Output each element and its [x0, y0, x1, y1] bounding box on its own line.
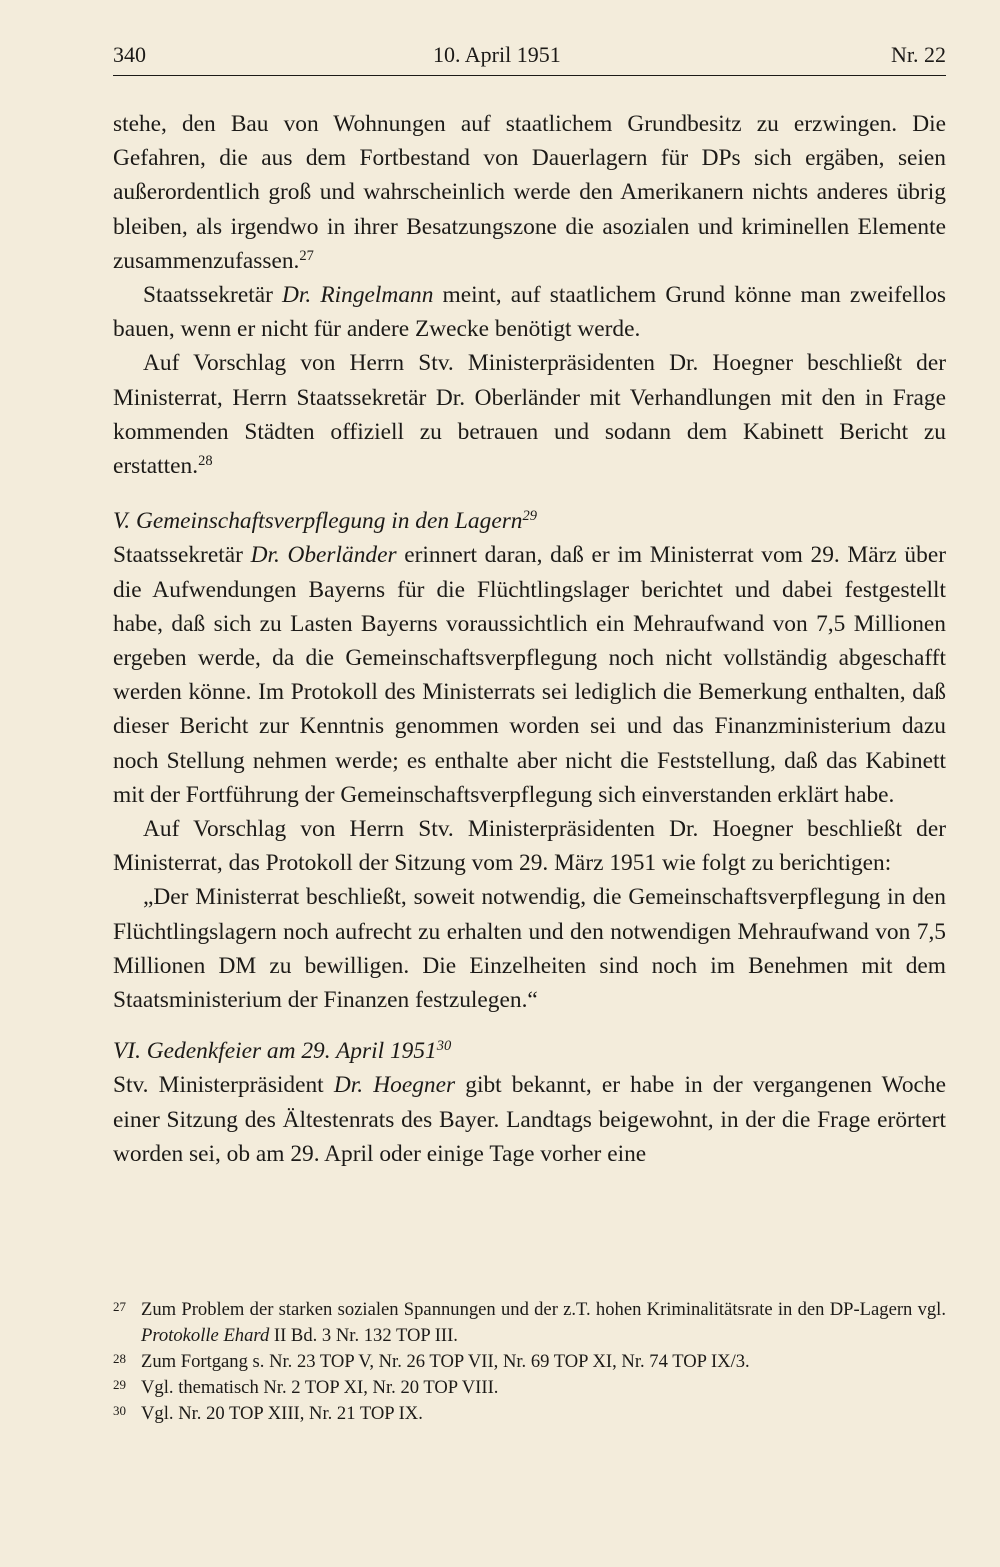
footnote-number: 27 [113, 1299, 126, 1314]
quoted-resolution: „Der Ministerrat beschließt, soweit notwendig, die Gemeinschaftsverpflegung in den Flüchtlingslagern noch aufrecht zu erhalten und den notwendigen Mehraufwand von 7,5 Millionen DM zu bewilligen. Die Einzelheiten sind noch im Benehmen mit dem Staatsministerium der Finanzen festzulegen.“ [113, 884, 946, 1014]
footnote-ref[interactable]: 29 [522, 508, 537, 525]
header-rule [113, 75, 946, 76]
paragraph: Stv. Ministerpräsident Dr. Hoegner gibt bekannt, er habe in der vergangenen Woche einer Sitzung des Ältestenrats des Bayer. Landtags beigewohnt, in der die Frage erörtert worden sei, ob am 29. April oder einige Tage vorher eine [113, 1072, 946, 1167]
footnote-ref[interactable]: 30 [436, 1038, 452, 1055]
page-number: 340 [113, 42, 146, 67]
section-heading-vi: VI. Gedenkfeier am 29. April 1951$^{30}$ [113, 1038, 452, 1065]
running-head [113, 42, 946, 72]
footnote-number: 29 [113, 1377, 126, 1392]
footnote-text: Vgl. Nr. 20 TOP XIII, Nr. 21 TOP IX. [141, 1403, 423, 1424]
running-head-date: 10. April 1951 [433, 42, 561, 67]
speaker-name: Dr. Oberländer [250, 542, 397, 569]
paragraph: Auf Vorschlag von Herrn Stv. Ministerpräsidenten Dr. Hoegner beschließt der Ministerrat, Herrn Staatssekretär Dr. Oberländer mit Verhandlungen mit den in Frage kommenden Städten offiziell zu betrauen und sodann dem Kabinett Bericht zu erstatten.$^{28}$ [113, 350, 946, 480]
section-heading-v: V. Gemeinschaftsverpflegung in den Lagern$^{29}$ [113, 508, 537, 535]
footnote-text: Vgl. thematisch Nr. 2 TOP XI, Nr. 20 TOP VIII. [141, 1377, 499, 1398]
issue-number: Nr. 22 [891, 42, 946, 67]
footnote [113, 1349, 946, 1375]
footnote-text: Zum Problem der starken sozialen Spannungen und der z.T. hohen Kriminalitätsrate in den DP-Lagern vgl. Protokolle Ehard II Bd. 3 Nr. 132 TOP III. [141, 1299, 946, 1346]
footnote-ref[interactable]: 27 [299, 247, 314, 264]
footnote [113, 1375, 946, 1401]
footnote-number: 28 [113, 1351, 126, 1366]
speaker-name: Dr. Hoegner [333, 1072, 456, 1099]
paragraph: Auf Vorschlag von Herrn Stv. Ministerpräsidenten Dr. Hoegner beschließt der Ministerrat, das Protokoll der Sitzung vom 29. März 1951 wie folgt zu berichtigen: [113, 816, 946, 877]
footnote [113, 1401, 946, 1427]
footnote [113, 1297, 946, 1349]
footnotes [113, 1297, 946, 1427]
footnote-number: 30 [113, 1403, 126, 1418]
footnote-text: Zum Fortgang s. Nr. 23 TOP V, Nr. 26 TOP VII, Nr. 69 TOP XI, Nr. 74 TOP IX/3. [141, 1351, 750, 1372]
body-text [113, 107, 946, 1171]
paragraph: Staatssekretär Dr. Oberländer erinnert daran, daß er im Ministerrat vom 29. März über die Aufwendungen Bayerns für die Flüchtlingslager berichtet und dabei festgestellt habe, daß sich zu Lasten Bayerns voraussichtlich ein Mehraufwand von 7,5 Millionen ergeben werde, da die Gemeinschaftsverpflegung noch nicht vollständig abgeschafft werden könne. Im Protokoll des Ministerrats sei lediglich die Bemerkung enthalten, daß dieser Bericht zur Kenntnis genommen worden sei und das Finanzministerium dazu noch Stellung nehmen werde; es enthalte aber nicht die Feststellung, daß das Kabinett mit der Fortführung der Gemeinschaftsverpflegung sich einverstanden erklärt habe. [113, 542, 946, 808]
footnote-ref[interactable]: 28 [198, 453, 213, 470]
paragraph: Staatssekretär Dr. Ringelmann meint, auf staatlichem Grund könne man zweifellos bauen, wenn er nicht für andere Zwecke benötigt werde. [113, 282, 946, 343]
paragraph: stehe, den Bau von Wohnungen auf staatlichem Grundbesitz zu erzwingen. Die Gefahren, die aus dem Fortbestand von Dauerlagern für DPs sich ergäben, seien außerordentlich groß und wahrscheinlich werde den Amerikanern nichts anderes übrig bleiben, als irgendwo in ihrer Besatzungszone die asozialen und kriminellen Elemente zusammenzufassen.$^{27}$ [113, 111, 946, 274]
speaker-name: Dr. Ringelmann [282, 282, 434, 309]
